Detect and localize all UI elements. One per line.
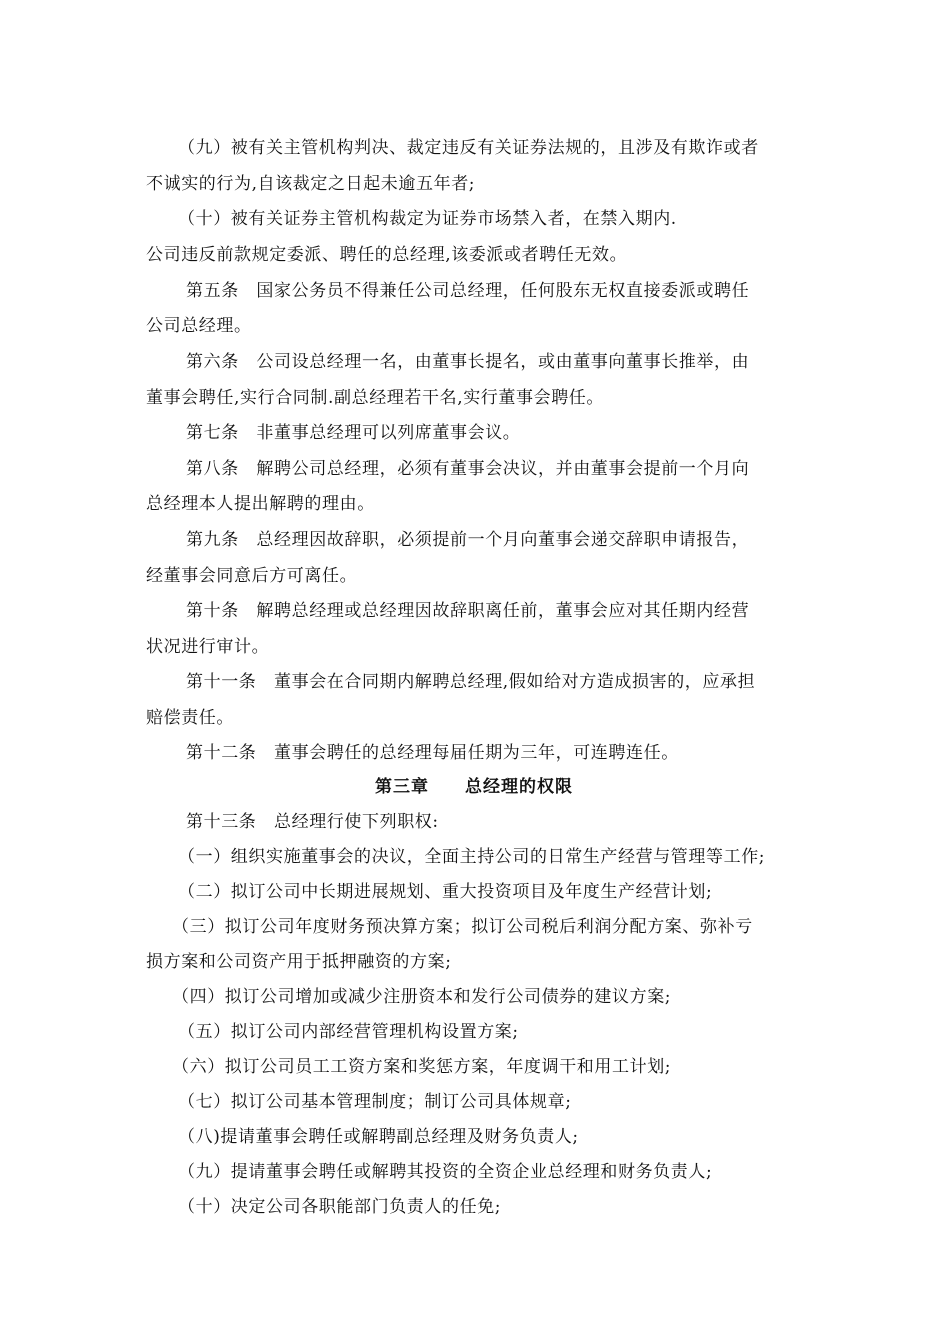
list-item: （五）拟订公司内部经营管理机构设置方案;	[178, 1022, 519, 1042]
list-item: （九）提请董事会聘任或解聘其投资的全资企业总经理和财务负责人;	[178, 1162, 713, 1182]
article-7: 第七条 非董事总经理可以列席董事会议。	[186, 423, 521, 443]
article-11-line-1: 第十一条 董事会在合同期内解聘总经理,假如给对方造成损害的，应承担	[186, 672, 756, 692]
chapter-3-heading: 第三章 总经理的权限	[375, 777, 573, 797]
text-line: 董事会聘任,实行合同制.副总经理若干名,实行董事会聘任。	[146, 388, 605, 408]
list-item: （八)提请董事会聘任或解聘副总经理及财务负责人;	[178, 1127, 579, 1147]
article-13: 第十三条 总经理行使下列职权:	[186, 812, 439, 832]
list-item: （六）拟订公司员工工资方案和奖惩方案，年度调干和用工计划;	[172, 1057, 672, 1077]
text-line: 不诚实的行为,自该裁定之日起未逾五年者;	[146, 174, 476, 194]
text-line: 赔偿责任。	[146, 708, 234, 728]
list-item: （四）拟订公司增加或减少注册资本和发行公司债券的建议方案;	[172, 987, 672, 1007]
article-9-line-1: 第九条 总经理因故辞职，必须提前一个月向董事会递交辞职申请报告，	[186, 530, 750, 550]
text-line: 公司总经理。	[146, 316, 252, 336]
list-item: （二）拟订公司中长期进展规划、重大投资项目及年度生产经营计划;	[178, 882, 713, 902]
article-5-line-1: 第五条 国家公务员不得兼任公司总经理，任何股东无权直接委派或聘任	[186, 281, 750, 301]
text-line: 经董事会同意后方可离任。	[146, 566, 358, 586]
list-item: （十）决定公司各职能部门负责人的任免;	[178, 1197, 502, 1217]
text-line: （九）被有关主管机构判决、裁定违反有关证券法规的，且涉及有欺诈或者	[178, 138, 759, 158]
text-line: 状况进行审计。	[146, 637, 270, 657]
text-line: 公司违反前款规定委派、聘任的总经理,该委派或者聘任无效。	[146, 245, 628, 265]
list-item: （一）组织实施董事会的决议，全面主持公司的日常生产经营与管理等工作;	[178, 847, 766, 867]
list-item: （三）拟订公司年度财务预决算方案；拟订公司税后利润分配方案、弥补亏	[172, 917, 753, 937]
article-12: 第十二条 董事会聘任的总经理每届任期为三年，可连聘连任。	[186, 743, 679, 763]
text-line: （十）被有关证券主管机构裁定为证券市场禁入者，在禁入期内.	[178, 209, 677, 229]
article-8-line-1: 第八条 解聘公司总经理，必须有董事会决议，并由董事会提前一个月向	[186, 459, 750, 479]
list-item: （七）拟订公司基本管理制度；制订公司具体规章;	[178, 1092, 572, 1112]
text-line: 损方案和公司资产用于抵押融资的方案;	[146, 952, 452, 972]
text-line: 总经理本人提出解聘的理由。	[146, 494, 375, 514]
article-6-line-1: 第六条 公司设总经理一名，由董事长提名，或由董事向董事长推举，由	[186, 352, 750, 372]
article-10-line-1: 第十条 解聘总经理或总经理因故辞职离任前，董事会应对其任期内经营	[186, 601, 750, 621]
